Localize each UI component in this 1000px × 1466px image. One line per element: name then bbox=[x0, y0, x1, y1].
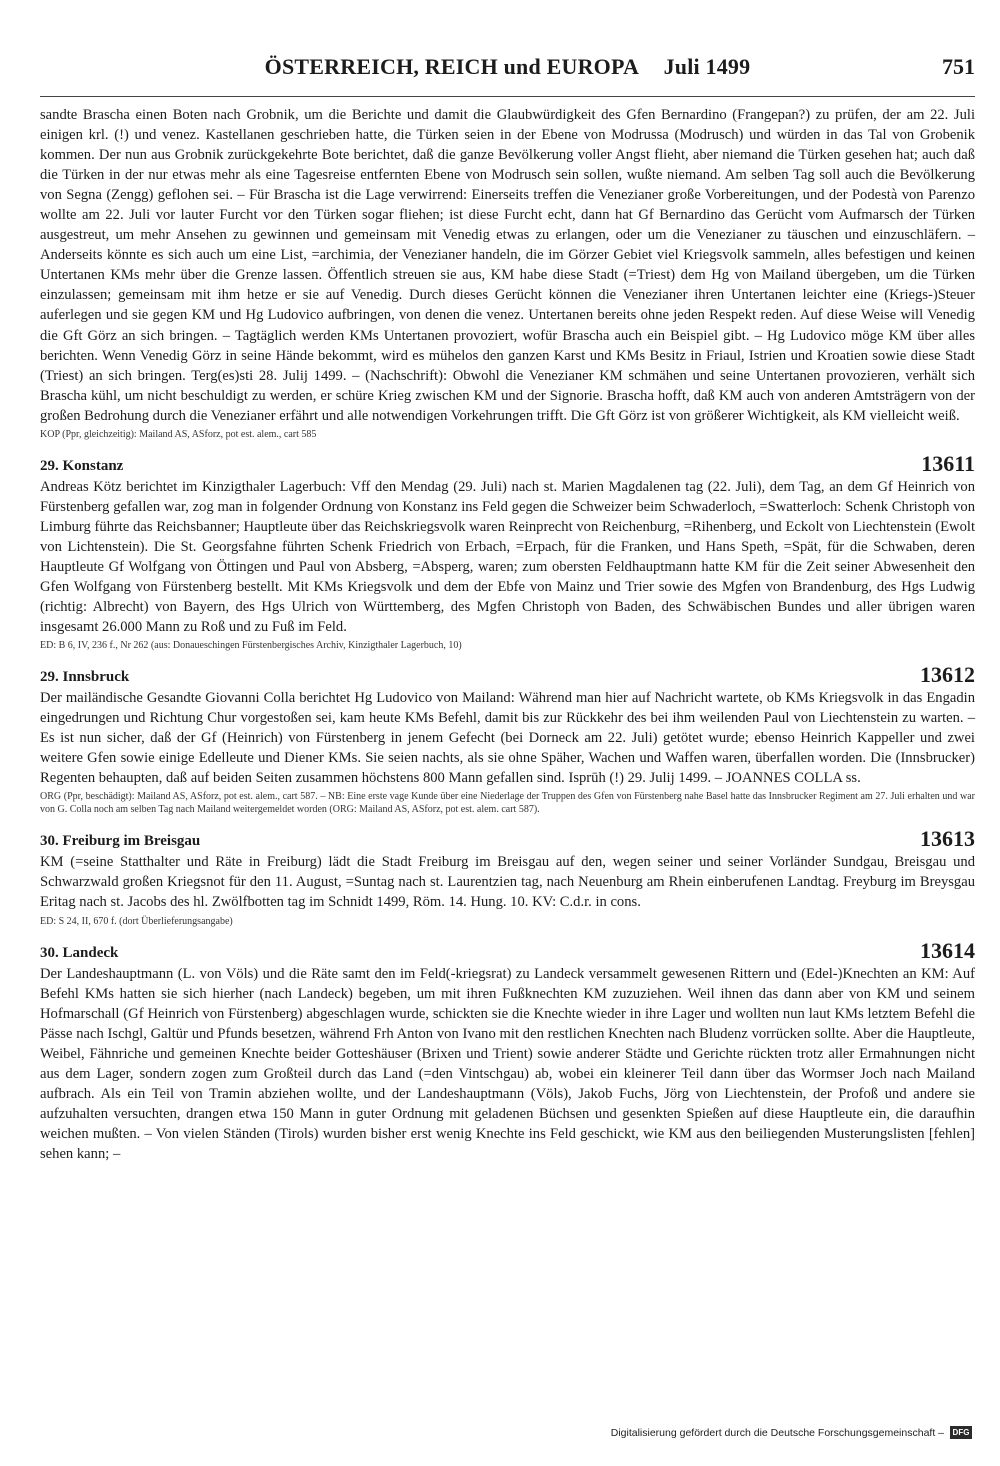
entry-source-note: ORG (Ppr, beschädigt): Mailand AS, ASforz, pot est. alem., cart 587. – NB: Eine erste vage Kunde über eine Niederlage der Truppen des Gfen von Fürstenberg nahe Basel hatte das Innsbrucker Regiment am 27. Juli erhalten und war von G. Colla noch am selben Tag nach Mailand weitergemeldet worden (ORG: Mailand AS, ASforz, pot est. alem. cart 587). bbox=[40, 791, 975, 816]
entry-number: 13612 bbox=[920, 662, 975, 688]
entry-number: 13613 bbox=[920, 826, 975, 852]
page-header bbox=[40, 50, 975, 97]
document-page bbox=[40, 50, 975, 1164]
entry-heading bbox=[40, 664, 975, 688]
entry bbox=[40, 937, 975, 1164]
entry-location: 30. Freiburg im Breisgau bbox=[40, 833, 201, 850]
entry-source-note: ED: S 24, II, 670 f. (dort Überlieferungsangabe) bbox=[40, 915, 233, 927]
entry-location: 29. Innsbruck bbox=[40, 669, 130, 686]
footer-credit-text: Digitalisierung gefördert durch die Deutsche Forschungsgemeinschaft – bbox=[610, 1426, 944, 1439]
entry-number: 13611 bbox=[921, 450, 975, 476]
entry bbox=[40, 828, 975, 927]
entry-heading bbox=[40, 937, 975, 964]
entry-location: 30. Landeck bbox=[40, 944, 119, 961]
entry-text: Andreas Kötz berichtet im Kinzigthaler Lagerbuch: Vff den Mendag (29. Juli) nach st. Marien Magdalenen tag (22. Juli), dem Tag, an dem Gf Heinrich von Fürstenberg gefallen war, zog man in folgender Ordnung von Konstanz ins Feld gegen die Schweizer beim Schwaderloch, =Swatterloch: Schenk Christoph von Limburg führte das Reichsbanner; Hauptleute über das Reichskriegsvolk waren Reinprecht von Reichenburg, =Rihenberg, und Eckolt von Liechtenstein (Ewolt von Lichtenstein). Die St. Georgsfahne führten Schenk Friedrich von Erbach, =Erpach, für die Franken, und Hans Speth, =Spät, für die Schwaben, deren Hauptleute Gf Wolfgang von Öttingen und Paul von Absberg, =Absperg, waren; zum obersten Feldhauptmann hatte KM für die Zeit seiner Abwesenheit den Gfen Wolfgang von Fürstenberg bestellt. Mit KMs Kriegsvolk und dem der Ebfe von Mainz und Trier sowie des Mgfen von Brandenburg, des Hgs Ludwig (richtig: Albrecht) von Bayern, des Hgs Ulrich von Württemberg, des Mgfen Christoph von Baden, des Schwäbischen Bundes und aller übrigen waren insgesamt 26.000 Mann zu Roß und zu Fuß im Feld. bbox=[40, 478, 975, 636]
intro-source-note: KOP (Ppr, gleichzeitig): Mailand AS, ASforz, pot est. alem., cart 585 bbox=[40, 428, 317, 440]
entry-number: 13614 bbox=[920, 937, 975, 963]
running-title bbox=[40, 54, 975, 80]
digitization-footer bbox=[611, 1426, 972, 1439]
entry-heading bbox=[40, 828, 975, 852]
entry-heading bbox=[40, 450, 975, 477]
dfg-logo: DFG bbox=[950, 1426, 972, 1439]
page-number: 751 bbox=[942, 54, 975, 79]
intro-paragraph: sandte Brascha einen Boten nach Grobnik, um die Berichte und damit die Glaubwürdigkeit des Gfen Bernardino (Frangepan?) zu prüfen, der am 22. Juli einigen krl. (!) und venez. Kastellanen geschrieben hatte, die Türken seien in der Ebene von Modrussa (Modrusch) und würden in das Tal von Grobenik kommen. Der nun aus Grobnik zurückgekehrte Bote berichtet, daß die ganze Bevölkerung voller Angst flieht, aber niemand die Türken gesehen hat; auch daß die Türken in der nur etwas mehr als eine Tagesreise entfernten Ebene von Modrusch sein sollen, wußte niemand. Am selben Tag soll auch die Bevölkerung von Segna (Zengg) geflohen sei. – Für Brascha ist die Lage verwirrend: Einerseits treffen die Venezianer große Vorbereitungen, und der Podestà von Parenzo wollte am 22. Juli vor lauter Furcht vor den Türken sogar fliehen; ist diese Furcht echt, dann hat Gf Bernardino das Gerücht vom Aufmarsch der Türken ausgestreut, um mehr Ansehen zu gewinnen und gemeinsam mit Venedig etwas zu erlangen, oder um die Venezianer zu täuschen und einzuschläfern. – Anderseits könnte es sich auch um eine List, =archimia, der Venezianer handeln, die im Görzer Gebiet viel Kriegsvolk sammeln, alles befestigen und keinen Untertanen KMs mehr über die Grenze lassen. Öffentlich streuen sie aus, KM habe diese Stadt (=Triest) dem Hg von Mailand übergeben, um die Türken einzulassen; gemeinsam mit ihm hetze er sie auf Venedig. Durch dieses Gerücht können die Venezianer ihren Untertanen leichter eine (Kriegs-)Steuer auferlegen und sie gegen KM und Hg Ludovico aufbringen, von denen die venez. Untertanen bereits ohne jeden Respekt reden. Auf diese Weise will Venedig die Gft Görz an sich bringen. – Tagtäglich werden KMs Untertanen provoziert, wofür Brascha auch ein Beispiel gibt. – Hg Ludovico möge KM über alles berichten. Wenn Venedig Görz in seine Hände bekommt, wird es mühelos den ganzen Karst und KMs Besitz in Friaul, Istrien und Kroatien sowie diese Stadt (Triest) an sich bringen. Terg(es)sti 28. Julij 1499. – (Nachschrift): Obwohl die Venezianer KM schmähen und seine Untertanen provozieren, verhält sich Brascha kühl, um nicht beschuldigt zu werden, er schüre Krieg zwischen KM und der Signorie. Brascha hofft, daß KM auch von anderen Amtsträgern von der großen Bedrohung durch die Venezianer erfährt und alle notwendigen Vorkehrungen trifft. Die Gft Görz ist von größerer Wichtigkeit, als KM vielleicht weiß. bbox=[40, 107, 975, 424]
entry bbox=[40, 664, 975, 816]
running-title-text: ÖSTERREICH, REICH und EUROPA bbox=[264, 54, 638, 79]
entry-text: Der mailändische Gesandte Giovanni Colla berichtet Hg Ludovico von Mailand: Während man hier auf Nachricht wartete, ob KMs Kriegsvolk in das Engadin eingedrungen und Richtung Chur vorgestoßen sei, kam heute KMs Befehl, damit bis zur Rückkehr des bei ihm weilenden Paul von Liechtenstein zu warten. – Es ist nun sicher, daß der Gf (Heinrich) von Fürstenberg in jenem Gefecht (bei Dorneck am 22. Juli) getötet wurde; ebenso Heinrich Kappeller und zwei weitere Gfen sowie einige Edelleute und Diener KMs. Sie seien nachts, als sie ohne Späher, Wachen und Waffen waren, überfallen worden. Die (Innsbrucker) Regenten behaupten, daß auf beiden Seiten zusammen höchstens 800 Mann gefallen sind. Isprūh (!) 29. Julij 1499. – JOANNES COLLA ss. bbox=[40, 690, 975, 787]
entry-text: KM (=seine Statthalter und Räte in Freiburg) lädt die Stadt Freiburg im Breisgau auf den, wegen seiner und seiner Vorländer Sundgau, Breisgau und Schwarzwald großen Kriegsnot für den 11. August, =Suntag nach st. Laurentzien tag, nach Neuenburg am Rhein einberufenen Landtag. Freyburg im Breysgau Eritag nach st. Jacobs des hl. Zwölfbotten tag im Schnidt 1499, Röm. 14. Hung. 10. KV: C.d.r. in cons. bbox=[40, 854, 975, 911]
entry-text: Der Landeshauptmann (L. von Völs) und die Räte samt den im Feld(-kriegsrat) zu Landeck versammelt gewesenen Rittern und (Edel-)Knechten an KM: Auf Befehl KMs hatten sie sich hierher (nach Landeck) begeben, um mit ihren Fußknechten KM zuzuziehen. Weil ihnen das dann aber von KM und seinem Hofmarschall (Gf Heinrich von Fürstenberg) abgeschlagen wurde, schickten sie die Knechte wieder in ihre Lager und wollten nun laut KMs letztem Befehl die Pässe nach Ischgl, Galtür und Pfunds besetzen, während Frh Anton von Ivano mit den restlichen Knechten nach Bludenz vorrücken sollte. Aber die Hauptleute, Weibel, Fähnriche und gemeinen Knechte beider Gotteshäuser (Brixen und Trient) sowie anderer Städte und Gerichte rückten trotz aller Ermahnungen nicht aus dem Lager, sondern zogen zum Großteil durch das Land (=den Vintschgau) ab, wobei ein kleinerer Teil dann über das Wormser Joch nach Mailand aufbrach. Als ein Teil von Tramin abziehen wollte, und der Landeshauptmann (Völs), Jakob Fuchs, Jörg von Liechtenstein, der Profoß und andere sie aufzuhalten versuchten, drangen etwa 150 Mann in guter Ordnung mit geladenen Büchsen und gesenkten Spießen auf diese Hauptleute ein, die daraufhin weichen mußten. – Von vielen Ständen (Tirols) wurden bisher erst wenig Knechte ins Feld geschickt, wie KM aus den beiliegenden Musterungslisten [fehlen] sehen kann; – bbox=[40, 965, 975, 1162]
running-title-date: Juli 1499 bbox=[663, 54, 751, 79]
entry-source-note: ED: B 6, IV, 236 f., Nr 262 (aus: Donaueschingen Fürstenbergisches Archiv, Kinzigthaler Lagerbuch, 10) bbox=[40, 640, 462, 652]
entry bbox=[40, 450, 975, 652]
entry-location: 29. Konstanz bbox=[40, 457, 124, 474]
